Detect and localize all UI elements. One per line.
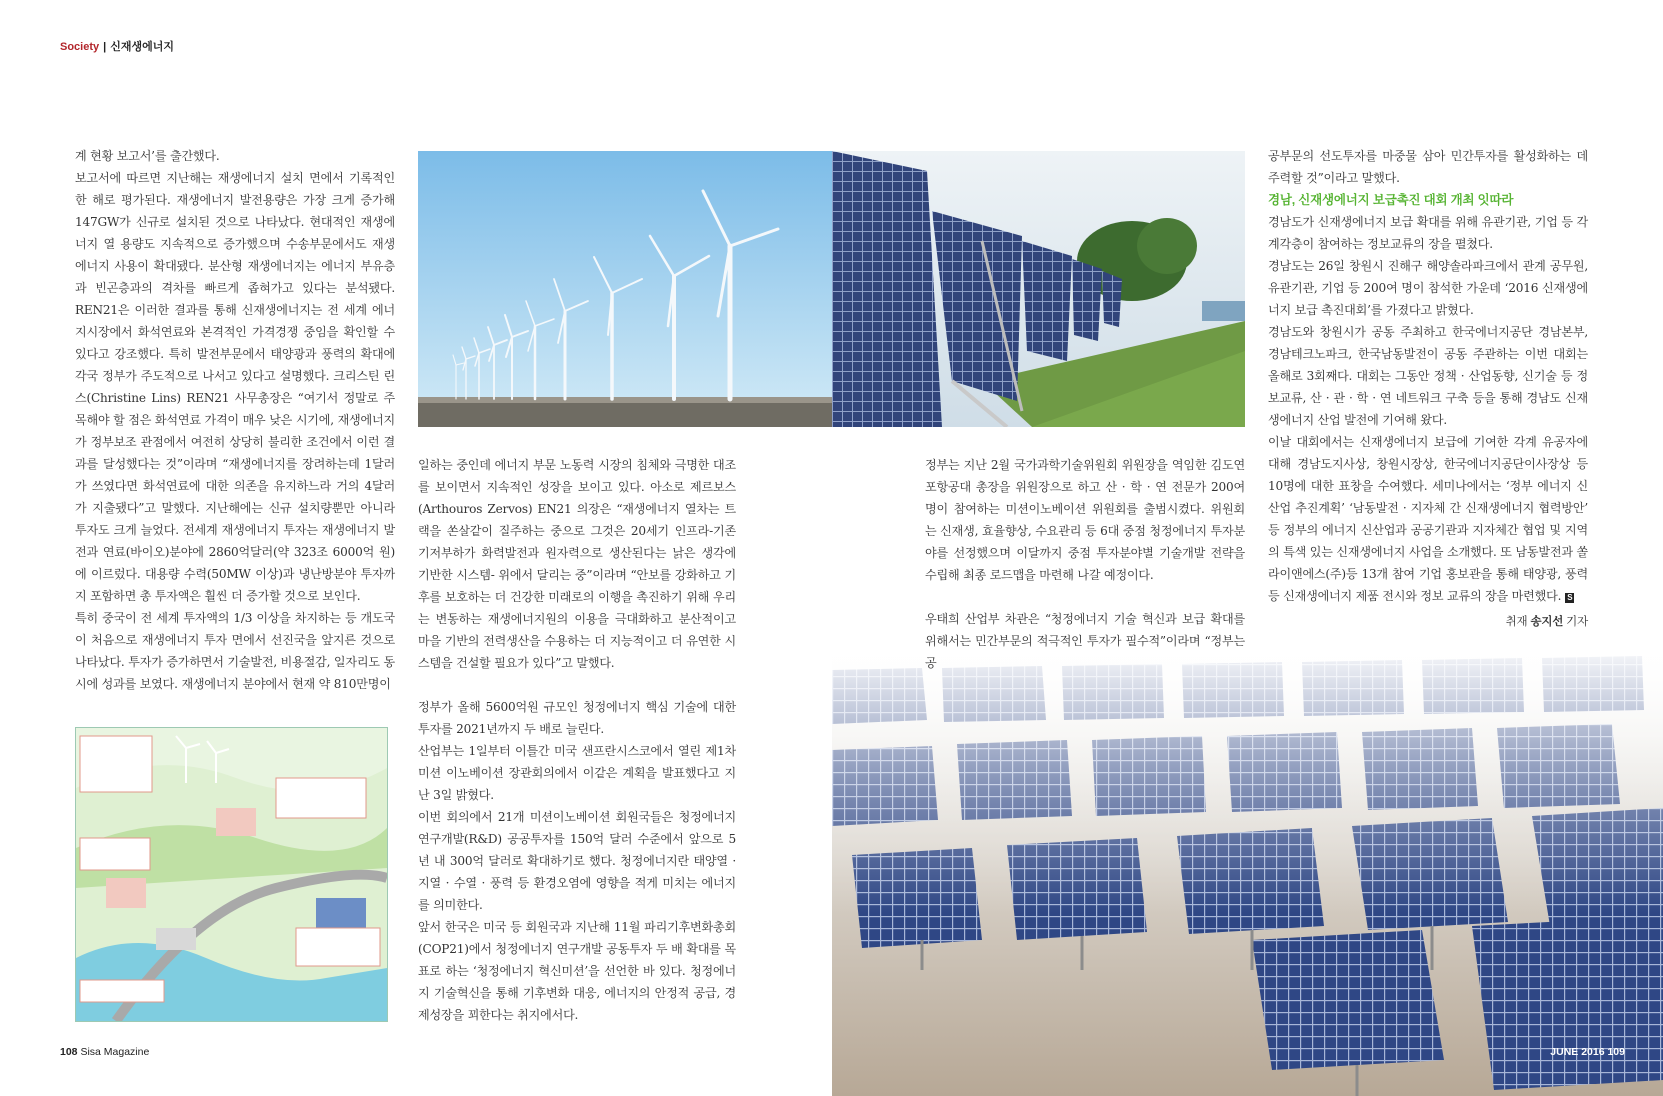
paragraph: 산업부는 1일부터 이틀간 미국 샌프란시스코에서 열린 제1차 미션 이노베이션 장관회의에서 이같은 계획을 발표했다고 지난 3일 밝혔다.: [418, 744, 736, 802]
byline-suffix: 기자: [1566, 616, 1588, 628]
section-label: Society: [60, 41, 100, 53]
footer-right: JUNE 2016 109: [1550, 1046, 1625, 1058]
section-subtitle: 신재생에너지: [110, 41, 174, 53]
paragraph: 특히 중국이 전 세계 투자액의 1/3 이상을 차지하는 등 개도국이 처음으로 재생에너지 투자 면에서 선진국을 앞지른 것으로 나타났다. 투자가 증가하면서 기술발전, 비용절감, 일자리도 동시에 성과를 보였다. 재생에너지 분야에서 현재 약 810만명이: [75, 611, 395, 691]
renewable-energy-illustration: [75, 727, 388, 1022]
paragraph: [1268, 431, 1588, 607]
section-subheading: 경남, 신재생에너지 보급촉진 대회 개최 잇따라: [1268, 193, 1514, 207]
paragraph: 공부문의 선도투자를 마중물 삼아 민간투자를 활성화하는 데 주력할 것”이라고 말했다.: [1268, 149, 1588, 185]
page-number-left: 108: [60, 1046, 78, 1058]
paragraph: 이번 회의에서 21개 미션이노베이션 회원국들은 청정에너지 연구개발(R&D) 공공투자를 150억 달러 수준에서 앞으로 5년 내 300억 달러로 확대하기로 했다. 청정에너지란 태양열 · 지열 · 수열 · 풍력 등 환경오염에 영향을 적게 미치는 에너지를 의미한다.: [418, 810, 736, 912]
paragraph: 정부는 지난 2월 국가과학기술위원회 위원장을 역임한 김도연 포항공대 총장을 위원장으로 하고 산 · 학 · 연 전문가 200여 명이 참여하는 미션이노베이션 위원회를 출범시켰다. 위원회는 신재생, 효율향상, 수요관리 등 6대 중점 청정에너지 투자분야를 선정했으며 이달까지 중점 투자분야별 기술개발 전략을 수립해 최종 로드맵을 마련해 나갈 예정이다.: [925, 458, 1245, 582]
article-column-4: [1268, 145, 1588, 633]
paragraph: 보고서에 따르면 지난해는 재생에너지 설치 면에서 기록적인 한 해로 평가된다. 재생에너지 발전용량은 가장 크게 증가해 147GW가 신규로 설치된 것으로 나타났다. 현대적인 재생에너지 열 용량도 지속적으로 증가했으며 수송부문에서도 재생에너지 사용이 확대됐다. 분산형 재생에너지는 에너지 부유층과 빈곤층과의 격차를 빠르게 좁혀가고 있다는 분석됐다. REN21은 이러한 결과를 통해 신재생에너지는 전 세계 에너지시장에서 화석연료와 본격적인 가격경쟁 중임을 확인할 수 있다고 강조했다. 특히 발전부문에서 태양광과 풍력의 확대에 각국 정부가 주도적으로 나서고 있다고 설명했다. 크리스틴 린스(Christine Lins) REN21 사무총장은 “여기서 정말로 주목해야 할 점은 화석연료 가격이 매우 낮은 시기에, 재생에너지가 정부보조 관점에서 여전히 상당히 불리한 조건에서 이런 결과를 달성했다는 것”이라며 “재생에너지를 장려하는데 1달러가 쓰였다면 화석연료에 대한 의존을 유지하느라 거의 4달러가 지출됐다”고 말했다. 지난해에는 신규 설치량뿐만 아니라 투자도 크게 늘었다. 전세계 재생에너지 투자는 재생에너지 발전과 연료(바이오)분야에 2860억달러(약 323조 6000억 원)에 이르렀다. 대용량 수력(50MW 이상)과 냉난방분야 투자까지 포함하면 총 투자액은 훨씬 더 증가할 것으로 보인다.: [75, 171, 395, 603]
end-mark-icon: S: [1567, 593, 1573, 602]
article-column-1: [75, 145, 395, 695]
wind-turbines-photo: [418, 151, 832, 427]
paragraph: 계 현황 보고서’를 출간했다.: [75, 149, 220, 163]
paragraph: 경남도는 26일 창원시 진해구 해양솔라파크에서 관계 공무원, 유관기관, 기업 등 200여 명이 참석한 가운데 ‘2016 신재생에너지 보급 촉진대회’를 가졌다고 밝혔다.: [1268, 259, 1588, 317]
byline-name: 송지선: [1530, 616, 1564, 628]
article-column-2: [418, 454, 736, 1026]
paragraph: 경남도와 창원시가 공동 주최하고 한국에너지공단 경남본부, 경남테크노파크, 한국남동발전이 공동 주관하는 이번 대회는 올해로 3회째다. 대회는 그동안 정책 · 산업동향, 신기술 등 정보교류, 산 · 관 · 학 · 연 네트워크 구축 등을 통해 경남도 신재생에너지 산업 발전에 기여해 왔다.: [1268, 325, 1588, 427]
footer-left: [60, 1046, 149, 1058]
paragraph: 앞서 한국은 미국 등 회원국과 지난해 11월 파리기후변화총회(COP21)에서 청정에너지 연구개발 공동투자 두 배 확대를 목표로 하는 ‘청정에너지 혁신미션’을 선언한 바 있다. 청정에너지 기술혁신을 통해 기후변화 대응, 에너지의 안정적 공급, 경제성장을 꾀한다는 취지에서다.: [418, 920, 736, 1022]
paragraph-text: 이날 대회에서는 신재생에너지 보급에 기여한 각계 유공자에 대해 경남도지사상, 창원시장상, 한국에너지공단이사장상 등 10명에 대한 표창을 수여했다. 세미나에서는 ‘정부 에너지 신산업 추진계획’ ‘남동발전 · 지자체 간 신재생에너지 협력방안’ 등 정부의 에너지 신산업과 공공기관과 지자체간 협업 및 지역의 특색 있는 신재생에너지 사업을 소개했다. 또 남동발전과 쏠라이앤에스(주)등 13개 참여 기업 홍보관을 통해 태양광, 풍력 등 신재생에너지 제품 전시와 정보 교류의 장을 마련했다.: [1268, 435, 1588, 603]
section-header: [60, 38, 174, 54]
solar-panels-photo: [832, 151, 1245, 427]
header-separator: |: [103, 41, 107, 53]
article-column-3: [925, 454, 1245, 674]
magazine-title: Sisa Magazine: [80, 1046, 150, 1058]
byline-prefix: 취재: [1505, 616, 1528, 628]
paragraph: 경남도가 신재생에너지 보급 확대를 위해 유관기관, 기업 등 각계각층이 참여하는 정보교류의 장을 펼쳤다.: [1268, 215, 1588, 251]
byline: [1268, 611, 1588, 633]
paragraph: 정부가 올해 5600억원 규모인 청정에너지 핵심 기술에 대한 투자를 2021년까지 두 배로 늘린다.: [418, 700, 736, 736]
solar-field-photo: [832, 640, 1663, 1096]
paragraph: 우태희 산업부 차관은 “청정에너지 기술 혁신과 보급 확대를 위해서는 민간부문의 적극적인 투자가 필수적”이라며 “정부는 공: [925, 612, 1245, 670]
paragraph: 일하는 중인데 에너지 부문 노동력 시장의 침체와 극명한 대조를 보이면서 지속적인 성장을 보이고 있다. 아소로 제르보스(Arthouros Zervos) EN21 의장은 “재생에너지 열차는 트랙을 쏜살같이 질주하는 중으로 그것은 20세기 인프라-기존 기저부하가 화력발전과 원자력으로 생산된다는 낡은 생각에 기반한 시스템- 위에서 달리는 중”이라며 “안보를 강화하고 기후를 보호하는 더 건강한 미래로의 이행을 촉진하기 위해 우리는 변동하는 재생에너지원의 이용을 극대화하고 분산적이고 마을 기반의 전력생산을 수용하는 더 지능적이고 더 유연한 시스템을 건설할 필요가 있다”고 말했다.: [418, 458, 736, 670]
